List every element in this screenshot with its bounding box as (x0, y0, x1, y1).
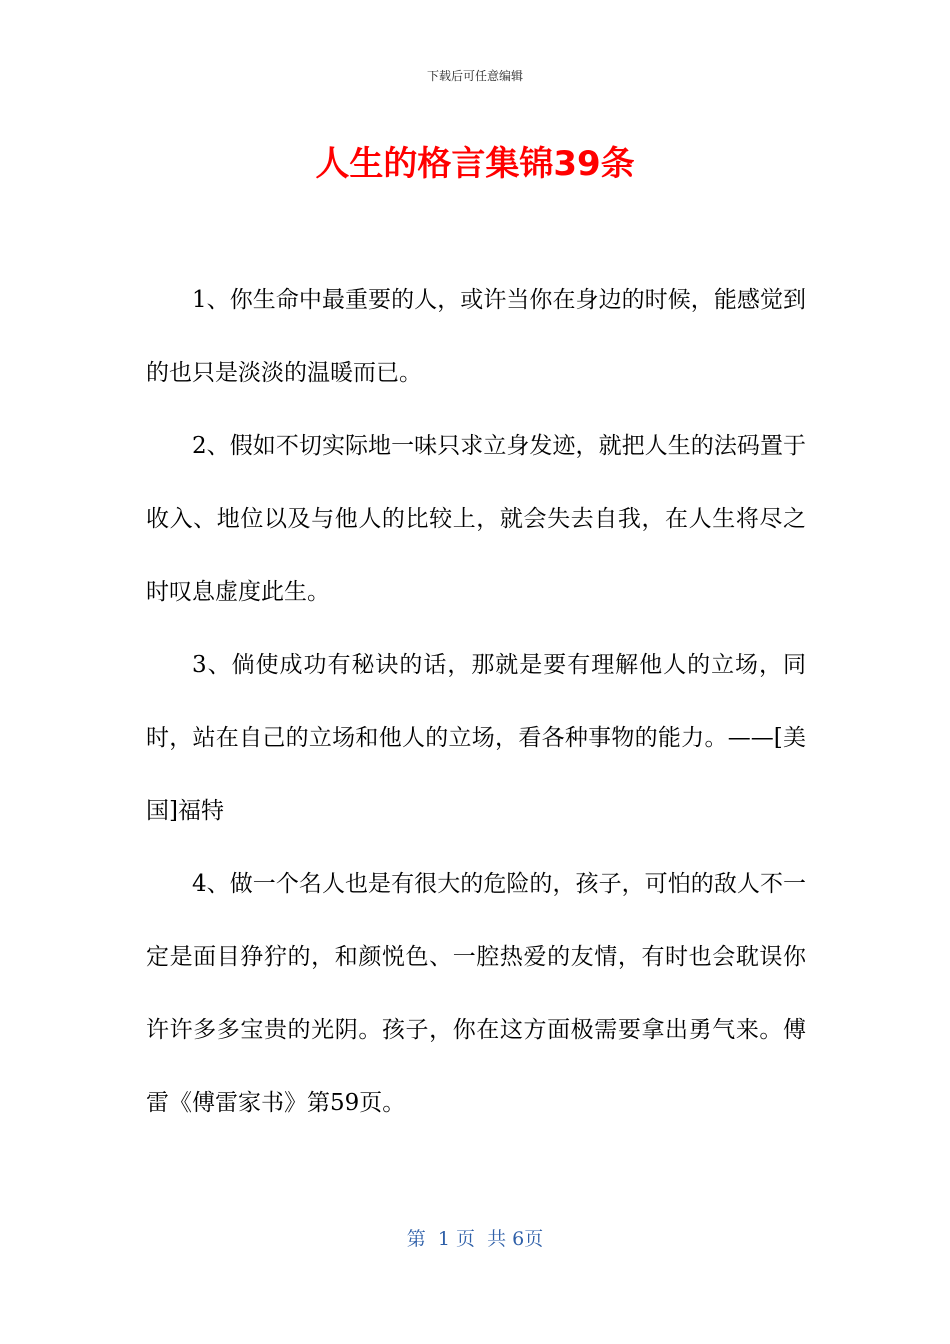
paragraph-1: 1、你生命中最重要的人，或许当你在身边的时候，能感觉到的也只是淡淡的温暖而已。 (146, 287, 806, 386)
paragraph-4: 4、做一个名人也是有很大的危险的，孩子，可怕的敌人不一定是面目狰狞的，和颜悦色、一腔热爱的友情，有时也会耽误你许许多多宝贵的光阴。孩子，你在这方面极需要拿出勇气来。傅雷《傅雷家书》第59页。 (146, 871, 806, 1116)
document-body (146, 264, 806, 1140)
document-title: 人生的格言集锦39条 (315, 144, 635, 184)
paragraph-2: 2、假如不切实际地一味只求立身发迹，就把人生的法码置于收入、地位以及与他人的比较上，就会失去自我，在人生将尽之时叹息虚度此生。 (146, 433, 806, 605)
header-note: 下载后可任意编辑 (426, 69, 523, 83)
page-number: 第 1 页 共 6页 (406, 1228, 544, 1250)
paragraph-3: 3、倘使成功有秘诀的话，那就是要有理解他人的立场，同时，站在自己的立场和他人的立场，看各种事物的能力。——[美国]福特 (146, 652, 806, 824)
